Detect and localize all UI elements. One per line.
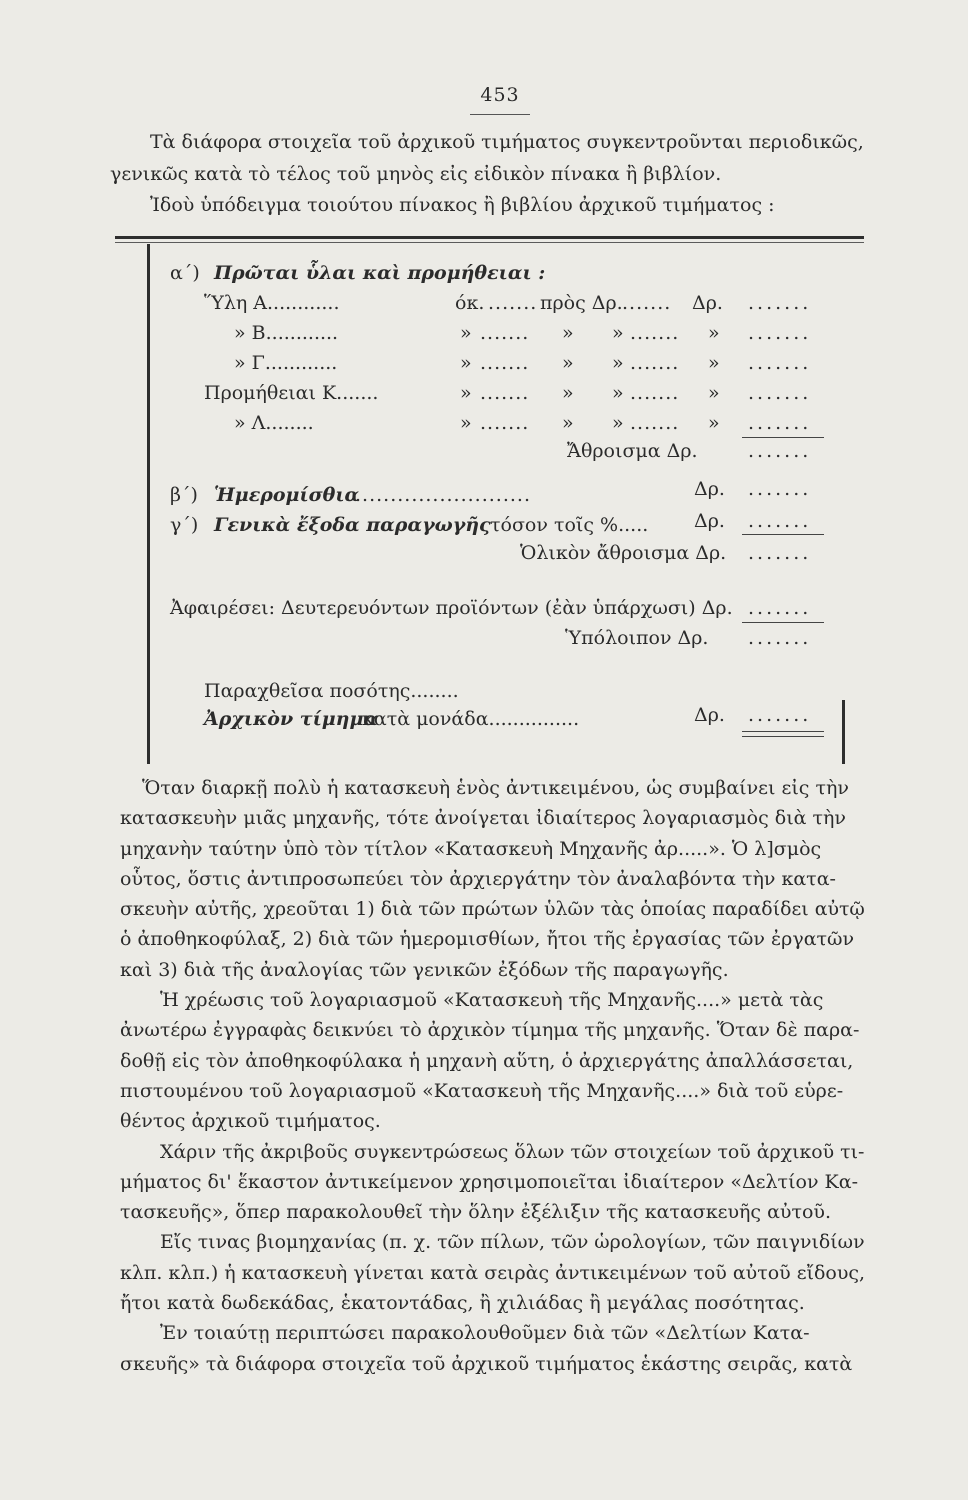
section-c-title: Γενικὰ ἔξοδα παραγωγῆς xyxy=(214,514,491,536)
intro-line: Ἰδοὺ ὑπόδειγμα τοιούτου πίνακος ἢ βιβλίου ἀρχικοῦ τιμήματος : xyxy=(150,194,775,216)
qty-dots: ....... xyxy=(480,412,530,434)
amount-dots: ....... xyxy=(748,412,812,434)
dr-label: Δρ. xyxy=(692,292,723,314)
sum-underline xyxy=(742,437,824,438)
sum-dots: ....... xyxy=(748,440,812,462)
intro-line: γενικῶς κατὰ τὸ τέλος τοῦ μηνὸς εἰς εἰδικὸν πίνακα ἢ βιβλίον. xyxy=(110,162,722,185)
body-line: πιστουμένου τοῦ λογαριασμοῦ «Κατασκευὴ τῆς Μηχανῆς....» διὰ τοῦ εὑρε- xyxy=(120,1079,844,1102)
body-line: Ὅταν διαρκῇ πολὺ ἡ κατασκευὴ ἑνὸς ἀντικειμένου, ὡς συμβαίνει εἰς τὴν xyxy=(142,777,849,799)
table-top-rule xyxy=(115,236,864,239)
table-right-rule xyxy=(842,700,845,764)
intro-paragraph xyxy=(110,127,864,222)
unit-cost-dr: Δρ. xyxy=(694,704,725,726)
rate-dots: ....... xyxy=(630,352,680,374)
body-line: δοθῇ εἰς τὸν ἀποθηκοφύλακα ἡ μηχανὴ αὕτη, ὁ ἀρχιεργάτης ἀπαλλάσσεται, xyxy=(120,1049,854,1072)
total-dots: ....... xyxy=(748,542,812,564)
ditto-mark: » xyxy=(562,352,574,374)
body-line: Ἐν τοιαύτῃ περιπτώσει παρακολουθοῦμεν διὰ τῶν «Δελτίων Κατα- xyxy=(160,1322,810,1345)
section-c-amount-dots: ....... xyxy=(748,510,812,532)
section-c-dr: Δρ. xyxy=(694,510,725,532)
remainder-label: Ὑπόλοιπον Δρ. xyxy=(565,627,709,649)
rate-dots: ....... xyxy=(630,412,680,434)
page-number-rule xyxy=(470,114,530,115)
deduct-label: Ἀφαιρέσει: Δευτερευόντων προϊόντων (ἐὰν ὑπάρχωσι) Δρ. xyxy=(170,597,733,619)
ditto-mark: » xyxy=(708,322,720,344)
ditto-mark: » xyxy=(562,322,574,344)
unit-cost-double-underline-2 xyxy=(742,736,824,737)
body-line: θέντος ἀρχικοῦ τιμήματος. xyxy=(120,1110,381,1133)
amount-dots: ....... xyxy=(748,322,812,344)
unit-cost-dots: ....... xyxy=(748,704,812,726)
body-line: καὶ 3) διὰ τῆς ἀναλογίας τῶν γενικῶν ἐξόδων τῆς παραγωγῆς. xyxy=(120,958,729,981)
section-c-label: γ΄) xyxy=(170,514,199,536)
ditto-mark: » xyxy=(460,382,472,404)
section-b-label: β΄) xyxy=(170,484,198,506)
table-left-rule xyxy=(147,244,150,764)
unit-cost-title: Ἀρχικὸν τίμημα xyxy=(204,708,379,730)
amount-dots: ....... xyxy=(748,382,812,404)
ditto-mark: » xyxy=(612,412,624,434)
remainder-underline xyxy=(742,622,824,623)
rate-dots: ....... xyxy=(630,322,680,344)
body-line: Χάριν τῆς ἀκριβοῦς συγκεντρώσεως ὅλων τῶν στοιχείων τοῦ ἀρχικοῦ τι- xyxy=(160,1140,865,1163)
qty-dots: ....... xyxy=(480,322,530,344)
body-line: ἀνωτέρω ἐγγραφὰς δεικνύει τὸ ἀρχικὸν τίμημα τῆς μηχανῆς. Ὅταν δὲ παρα- xyxy=(120,1019,860,1042)
table-top-rule-thin xyxy=(115,242,864,243)
ditto-mark: » xyxy=(562,412,574,434)
sum-label: Ἄθροισμα Δρ. xyxy=(567,440,698,462)
body-line: ὁ ἀποθηκοφύλαξ, 2) διὰ τῶν ἡμερομισθίων, ἤτοι τῆς ἐργασίας τῶν ἐργατῶν xyxy=(120,928,855,951)
body-line: σκευὴν αὐτῆς, χρεοῦται 1) διὰ τῶν πρώτων ὑλῶν τὰς ὁποίας παραδίδει αὐτῷ xyxy=(120,898,865,921)
row-label: Προμήθειαι Κ....... xyxy=(204,382,379,404)
unit-cost-double-underline-1 xyxy=(742,731,824,732)
ditto-mark: » xyxy=(562,382,574,404)
section-b-dr: Δρ. xyxy=(694,478,725,500)
ditto-mark: » xyxy=(612,382,624,404)
section-b-dots: ......................... xyxy=(355,484,531,506)
ditto-mark: » xyxy=(612,322,624,344)
qty-dots: ....... xyxy=(480,382,530,404)
total-label: Ὁλικὸν ἄθροισμα Δρ. xyxy=(520,542,727,564)
ditto-mark: » xyxy=(460,352,472,374)
intro-line: Τὰ διάφορα στοιχεῖα τοῦ ἀρχικοῦ τιμήματος συγκεντροῦνται περιοδικῶς, xyxy=(150,131,864,153)
section-a-title: Πρῶται ὗλαι καὶ προμήθειαι : xyxy=(214,262,546,284)
body-line: Ἡ χρέωσις τοῦ λογαριασμοῦ «Κατασκευὴ τῆς Μηχανῆς....» μετὰ τὰς xyxy=(160,989,824,1012)
ditto-mark: » xyxy=(460,412,472,434)
body-line: μηχανὴν ταύτην ὑπὸ τὸν τίτλον «Κατασκευὴ Μηχανῆς ἀρ.....». Ὁ λ]σμὸς xyxy=(120,837,822,860)
row-label: » Β............ xyxy=(234,322,339,344)
amount-dots: ....... xyxy=(748,292,812,314)
produced-quantity: Παραχθεῖσα ποσότης........ xyxy=(204,680,459,702)
qty-unit: όκ. xyxy=(455,292,485,314)
ditto-mark: » xyxy=(708,412,720,434)
body-line: κλπ. κλπ.) ἡ κατασκευὴ γίνεται κατὰ σειρὰς ἀντικειμένων τοῦ αὐτοῦ εἴδους, xyxy=(120,1261,866,1284)
rate-label: πρὸς Δρ. xyxy=(540,292,623,314)
page-number: 453 xyxy=(480,84,520,106)
qty-dots: ....... xyxy=(488,292,538,314)
ditto-mark: » xyxy=(708,382,720,404)
row-label: » Γ............ xyxy=(234,352,338,374)
section-b-title: Ἡμερομίσθια xyxy=(214,484,360,506)
qty-dots: ....... xyxy=(480,352,530,374)
row-label: » Λ........ xyxy=(234,412,314,434)
body-line: Εἴς τινας βιομηχανίας (π. χ. τῶν πίλων, τῶν ὡρολογίων, τῶν παιγνιδίων xyxy=(160,1231,865,1254)
body-line: τασκευῆς», ὅπερ παρακολουθεῖ τὴν ὅλην ἐξέλιξιν τῆς κατασκευῆς αὐτοῦ. xyxy=(120,1201,832,1224)
remainder-dots: ....... xyxy=(748,627,812,649)
unit-cost-rest: κατὰ μονάδα............... xyxy=(362,708,580,730)
rate-dots: ....... xyxy=(622,292,672,314)
body-line: μήματος δι' ἕκαστον ἀντικείμενον χρησιμοποιεῖται ἰδιαίτερον «Δελτίον Κα- xyxy=(120,1170,858,1193)
ditto-mark: » xyxy=(460,322,472,344)
total-underline xyxy=(742,534,824,535)
rate-dots: ....... xyxy=(630,382,680,404)
section-a-label: α΄) xyxy=(170,262,200,284)
ditto-mark: » xyxy=(708,352,720,374)
body-line: κατασκευὴν μιᾶς μηχανῆς, τότε ἀνοίγεται ἰδιαίτερος λογαριασμὸς διὰ τὴν xyxy=(120,807,846,830)
deduct-dots: ....... xyxy=(748,597,812,619)
amount-dots: ....... xyxy=(748,352,812,374)
body-line: ἤτοι κατὰ δωδεκάδας, ἑκατοντάδας, ἢ χιλιάδας ἢ μεγάλας ποσότητας. xyxy=(120,1292,805,1315)
body-line: οὗτος, ὅστις ἀντιπροσωπεύει τὸν ἀρχιεργάτην τὸν ἀναλαβόντα τὴν κατα- xyxy=(120,867,836,890)
ditto-mark: » xyxy=(612,352,624,374)
section-b-amount-dots: ....... xyxy=(748,478,812,500)
row-label: Ὕλη Α............ xyxy=(204,292,340,314)
body-text xyxy=(120,773,865,1379)
body-line: σκευῆς» τὰ διάφορα στοιχεῖα τοῦ ἀρχικοῦ τιμήματος ἑκάστης σειρᾶς, κατὰ xyxy=(120,1352,853,1375)
section-c-rate: τόσον τοῖς %..... xyxy=(490,514,649,536)
